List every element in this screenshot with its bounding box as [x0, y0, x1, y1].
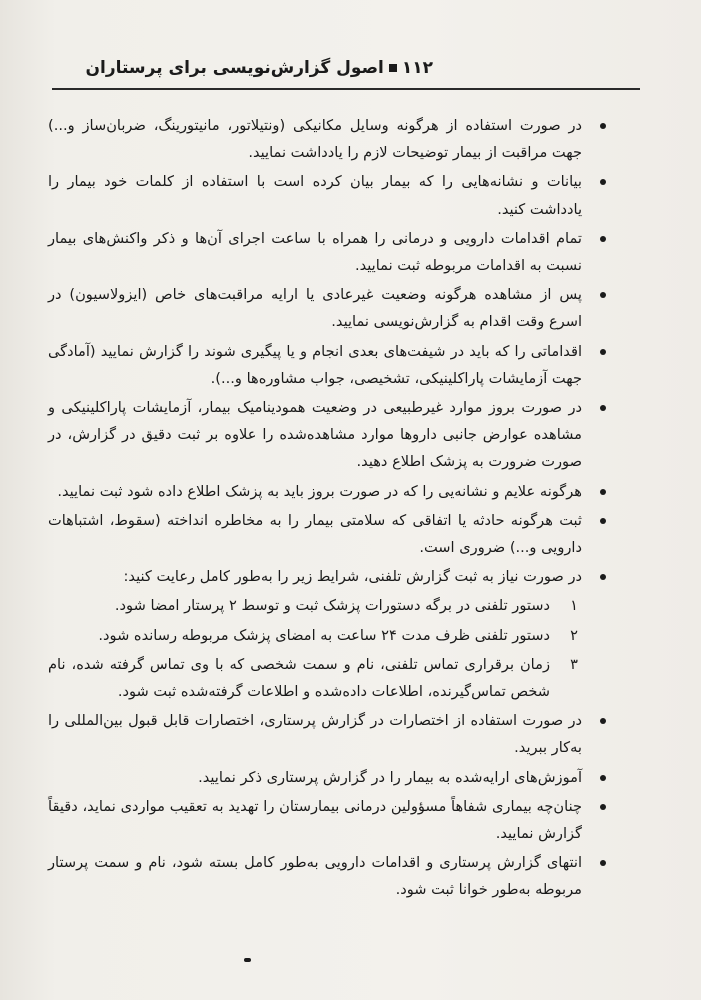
square-separator-icon — [389, 64, 397, 72]
bullet-icon — [600, 489, 606, 495]
list-item-text: پس از مشاهده هرگونه وضعیت غیرعادی یا ارایه مراقبت‌های خاص (ایزولاسیون) در اسرع وقت اقدام به گزارش‌نویسی نمایید. — [48, 286, 582, 331]
list-item-text: ثبت هرگونه حادثه یا اتفاقی که سلامتی بیمار را به مخاطره انداخته (سقوط، اشتباهات دارویی و...) ضروری است. — [48, 511, 582, 557]
bullet-icon — [600, 518, 606, 524]
list-item-text: تمام اقدامات دارویی و درمانی را همراه با ساعت اجرای آن‌ها و ذکر واکنش‌های بیمار نسبت به اقدامات مربوطه ثبت نمایید. — [48, 229, 582, 275]
numbered-item — [48, 592, 582, 619]
list-item — [48, 168, 582, 222]
list-item — [48, 793, 582, 847]
list-item — [48, 563, 582, 590]
bullet-icon — [600, 123, 606, 129]
list-item — [48, 225, 582, 279]
list-item — [48, 338, 582, 392]
list-item-text: در صورت استفاده از هرگونه وسایل مکانیکی (ونتیلاتور، مانیتورینگ، ضربان‌ساز و...) جهت مراقبت از بیمار توضیحات لازم را یادداشت نمایید. — [48, 117, 582, 162]
list-item — [48, 507, 582, 561]
bullet-icon — [600, 804, 606, 810]
item-number: ۱ — [570, 597, 578, 615]
list-item-text: در صورت نیاز به ثبت گزارش تلفنی، شرایط زیر را به‌طور کامل رعایت کنید: — [123, 568, 582, 586]
list-item-text: هرگونه علایم و نشانه‌یی را که در صورت بروز باید به پزشک اطلاع داده شود ثبت نمایید. — [57, 482, 582, 500]
list-item — [48, 112, 582, 166]
list-item — [48, 849, 582, 903]
item-number: ۳ — [570, 655, 578, 673]
numbered-item — [48, 651, 582, 705]
list-item — [48, 478, 582, 505]
list-item-text: اقداماتی را که باید در شیفت‌های بعدی انجام و یا پیگیری شوند را گزارش نمایید (آمادگی جهت آزمایشات پاراکلینیکی، تشخیصی، جواب مشاوره‌ها و...). — [48, 342, 582, 387]
bullet-icon — [600, 405, 606, 411]
numbered-item-text: دستور تلفنی ظرف مدت ۲۴ ساعت به امضای پزشک مربوطه رسانده شود. — [98, 626, 550, 644]
list-item-text: بیانات و نشانه‌هایی را که بیمار بیان کرده است با استفاده از کلمات خود بیمار را یادداشت کنید. — [48, 173, 582, 218]
bullet-icon — [600, 292, 606, 298]
list-item — [48, 764, 582, 791]
bullet-icon — [600, 574, 606, 580]
list-item-text: چنان‌چه بیماری شفاهاً مسؤولین درمانی بیمارستان را تهدید به تعقیب مواردی نماید، دقیقاً گزارش نمایید. — [48, 797, 582, 843]
running-header — [85, 58, 433, 78]
header-rule — [52, 88, 640, 90]
numbered-sublist — [48, 592, 582, 705]
bullet-icon — [600, 718, 606, 724]
numbered-item — [48, 622, 582, 649]
bullet-icon — [600, 179, 606, 185]
page-body — [48, 112, 582, 906]
item-number: ۲ — [570, 626, 578, 644]
list-item-text: در صورت بروز موارد غیرطبیعی در وضعیت همودینامیک بیمار، آزمایشات پاراکلینیکی و مشاهده عوارض جانبی داروها موارد مشاهده‌شده را علاوه بر ثبت دقیق در گزارش، در صورت ضرورت به پزشک اطلاع دهید. — [48, 399, 582, 471]
bullet-icon — [600, 236, 606, 242]
list-item — [48, 707, 582, 761]
list-item — [48, 394, 582, 476]
list-item — [48, 281, 582, 335]
list-item-text: در صورت استفاده از اختصارات در گزارش پرستاری، اختصارات قابل قبول بین‌المللی را به‌کار ببرید. — [48, 712, 582, 757]
list-item-text: انتهای گزارش پرستاری و اقدامات دارویی به‌طور کامل بسته شود، نام و سمت پرستار مربوطه به‌طور خوانا ثبت شود. — [48, 854, 582, 899]
book-title: اصول گزارش‌نویسی برای پرستاران — [85, 58, 384, 78]
list-item-text: آموزش‌های ارایه‌شده به بیمار را در گزارش پرستاری ذکر نمایید. — [198, 768, 582, 786]
bullet-icon — [600, 860, 606, 866]
page-number: ۱۱۲ — [401, 58, 433, 78]
ink-mark — [244, 958, 251, 962]
bullet-icon — [600, 349, 606, 355]
numbered-item-text: زمان برقراری تماس تلفنی، نام و سمت شخصی که با وی تماس گرفته شده، نام شخص تماس‌گیرنده، اطلاعات داده‌شده و اطلاعات گرفته‌شده ثبت شود. — [48, 655, 550, 701]
bullet-icon — [600, 775, 606, 781]
numbered-item-text: دستور تلفنی در برگه دستورات پزشک ثبت و توسط ۲ پرستار امضا شود. — [114, 597, 550, 615]
